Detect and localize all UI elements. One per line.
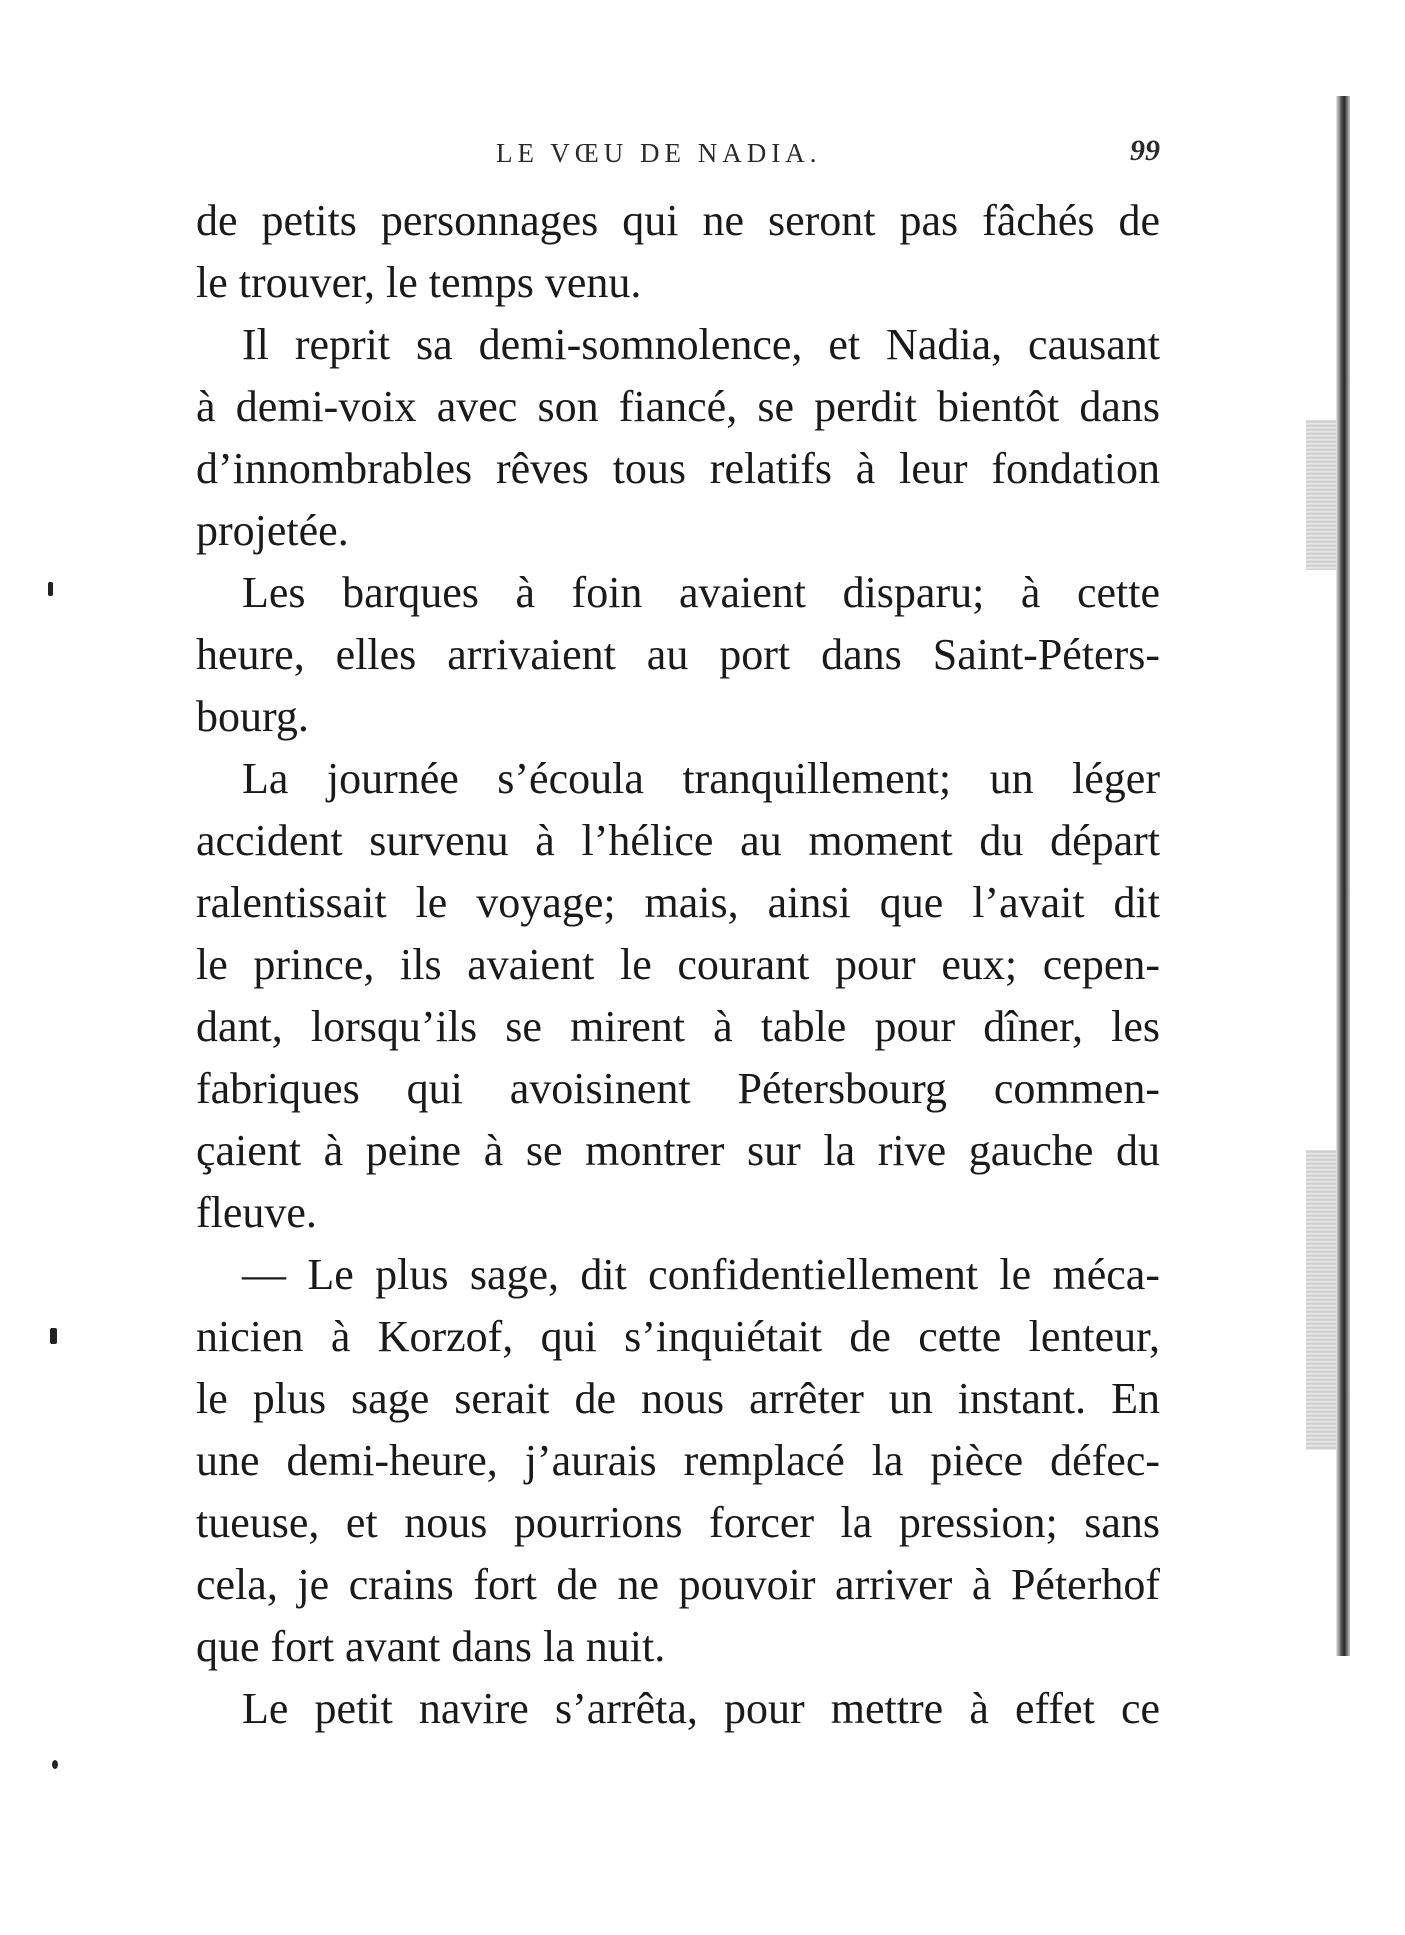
binding-shadow (1336, 96, 1350, 1656)
text-line: que fort avant dans la nuit. (196, 1622, 666, 1671)
text-line: projetée. (196, 506, 349, 555)
text-line: heure, elles arrivaient au port dans Saint-Péters- (196, 630, 1160, 679)
text-line: fabriques qui avoisinent Pétersbourg commen- (196, 1064, 1160, 1113)
running-title: LE VŒU DE NADIA. (496, 138, 822, 168)
text-line: dant, lorsqu’ils se mirent à table pour dîner, les (196, 1002, 1160, 1051)
body-text (196, 190, 1160, 1740)
text-line: nicien à Korzof, qui s’inquiétait de cette lenteur, (196, 1312, 1160, 1361)
ink-speck (48, 582, 53, 596)
text-line: — Le plus sage, dit confidentiellement le méca- (242, 1250, 1160, 1299)
text-line: le plus sage serait de nous arrêter un instant. En (196, 1374, 1160, 1423)
text-line: Il reprit sa demi-somnolence, et Nadia, causant (242, 320, 1160, 369)
binding-texture (1306, 420, 1336, 570)
text-line: fleuve. (196, 1188, 317, 1237)
ink-speck (52, 1760, 58, 1769)
binding-texture (1306, 1150, 1336, 1450)
ink-speck (50, 1328, 57, 1344)
text-line: d’innombrables rêves tous relatifs à leur fondation (196, 444, 1160, 493)
text-line: çaient à peine à se montrer sur la rive gauche du (196, 1126, 1160, 1175)
text-line: bourg. (196, 692, 309, 741)
page-number: 99 (1130, 134, 1160, 167)
text-line: à demi-voix avec son fiancé, se perdit bientôt dans (196, 382, 1160, 431)
text-line: le trouver, le temps venu. (196, 258, 642, 307)
text-line: tueuse, et nous pourrions forcer la pression; sans (196, 1498, 1160, 1547)
text-line: Le petit navire s’arrêta, pour mettre à effet ce (242, 1684, 1160, 1733)
text-line: accident survenu à l’hélice au moment du départ (196, 816, 1160, 865)
page-header (196, 132, 1160, 172)
text-line: La journée s’écoula tranquillement; un léger (242, 754, 1160, 803)
text-line: de petits personnages qui ne seront pas fâchés de (196, 196, 1160, 245)
text-line: le prince, ils avaient le courant pour eux; cepen- (196, 940, 1160, 989)
text-line: Les barques à foin avaient disparu; à cette (242, 568, 1160, 617)
text-line: ralentissait le voyage; mais, ainsi que l’avait dit (196, 878, 1160, 927)
text-line: cela, je crains fort de ne pouvoir arriver à Péterhof (196, 1560, 1160, 1609)
text-line: une demi-heure, j’aurais remplacé la pièce défec- (196, 1436, 1160, 1485)
